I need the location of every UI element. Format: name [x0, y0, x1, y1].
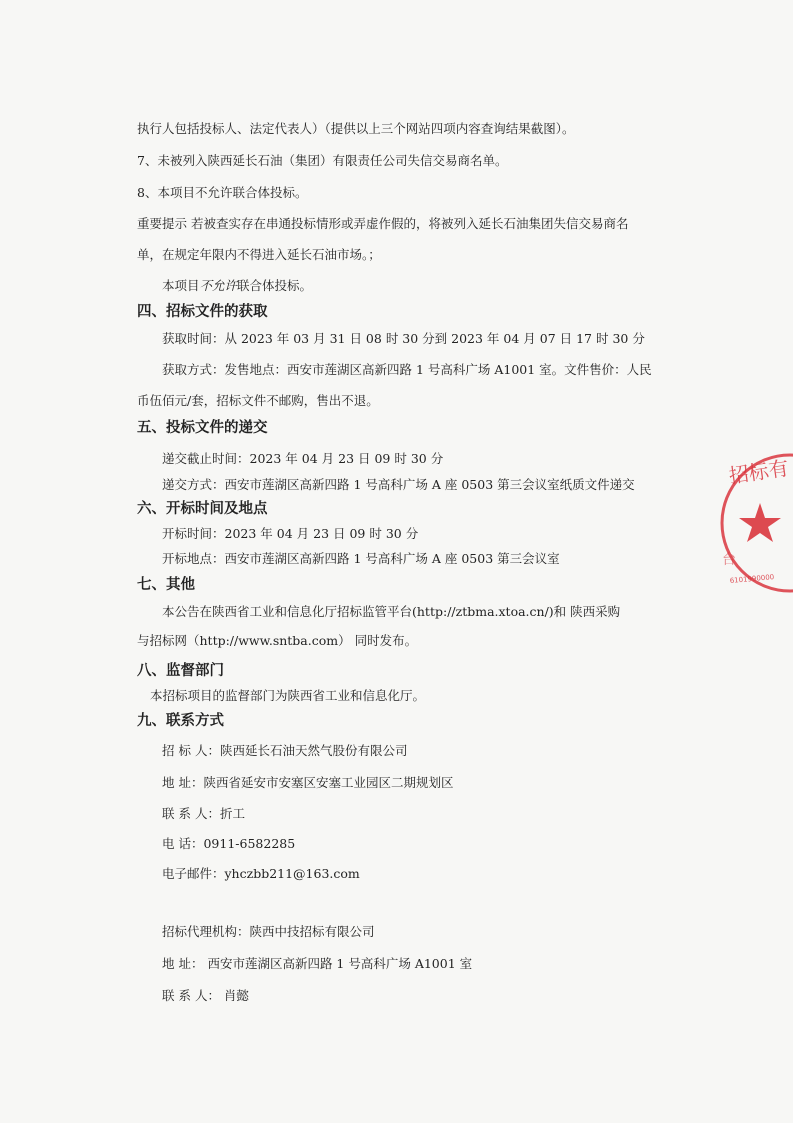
contact-person: 联 系 人：折工: [162, 806, 245, 821]
seal-number: 6101990000: [729, 573, 775, 585]
publish-line-1: 本公告在陕西省工业和信息化厅招标监管平台(http://ztbma.xtoa.cn/)和 陕西采购: [162, 604, 621, 619]
important-notice-line-2: 单，在规定年限内不得进入延长石油市场。；: [137, 247, 381, 262]
contact-email: 电子邮件：yhczbb211@163.com: [162, 866, 360, 881]
section-4-heading: 四、招标文件的获取: [137, 304, 268, 320]
section-8-heading: 八、监督部门: [137, 663, 224, 679]
opening-time: 开标时间：2023 年 04 月 23 日 09 时 30 分: [162, 526, 419, 541]
paragraph-item-7: 7、未被列入陕西延长石油（集团）有限责任公司失信交易商名单。: [137, 153, 508, 168]
company-seal-icon: [712, 438, 793, 608]
section-7-heading: 七、其他: [137, 577, 195, 593]
important-notice-line-1: 重要提示 若被查实存在串通投标情形或弄虚作假的，将被列入延长石油集团失信交易商名: [137, 216, 629, 231]
section-5-heading: 五、投标文件的递交: [137, 420, 268, 436]
submit-deadline: 递交截止时间：2023 年 04 月 23 日 09 时 30 分: [162, 451, 444, 466]
acquire-method-line-1: 获取方式：发售地点：西安市莲湖区高新四路 1 号高科广场 A1001 室。文件售价：人民: [162, 362, 652, 377]
paragraph-executor: 执行人包括投标人、法定代表人）（提供以上三个网站四项内容查询结果截图）。: [137, 121, 575, 136]
no-consortium-suffix: 联合体投标。: [237, 278, 313, 293]
acquire-time: 获取时间：从 2023 年 03 月 31 日 08 时 30 分到 2023 年 04 月 07 日 17 时 30 分: [162, 331, 645, 346]
paragraph-no-consortium: [162, 278, 312, 294]
agency-contact: 联 系 人： 肖懿: [162, 988, 249, 1003]
section-6-heading: 六、开标时间及地点: [137, 501, 268, 517]
seal-text: 招标有: [727, 455, 791, 488]
seal-fragment: 台: [722, 552, 736, 568]
no-consortium-emphasis: 不允许: [199, 278, 238, 293]
contact-address: 地 址：陕西省延安市安塞区安塞工业园区二期规划区: [162, 775, 454, 790]
submit-method: 递交方式：西安市莲湖区高新四路 1 号高科广场 A 座 0503 第三会议室纸质文件递交: [162, 477, 635, 492]
agency-name: 招标代理机构：陕西中技招标有限公司: [162, 924, 375, 939]
acquire-method-line-2: 币伍佰元/套，招标文件不邮购，售出不退。: [137, 393, 379, 408]
supervision-line: 本招标项目的监督部门为陕西省工业和信息化厅。: [150, 688, 426, 703]
section-9-heading: 九、联系方式: [137, 713, 224, 729]
publish-line-2: 与招标网（http://www.sntba.com） 同时发布。: [137, 633, 418, 648]
paragraph-item-8: 8、本项目不允许联合体投标。: [137, 185, 308, 200]
opening-place: 开标地点：西安市莲湖区高新四路 1 号高科广场 A 座 0503 第三会议室: [162, 551, 560, 566]
contact-phone: 电 话：0911-6582285: [162, 836, 296, 851]
no-consortium-prefix: 本项目: [162, 278, 200, 293]
agency-address: 地 址： 西安市莲湖区高新四路 1 号高科广场 A1001 室: [162, 956, 473, 971]
contact-tenderer: 招 标 人：陕西延长石油天然气股份有限公司: [162, 743, 408, 758]
